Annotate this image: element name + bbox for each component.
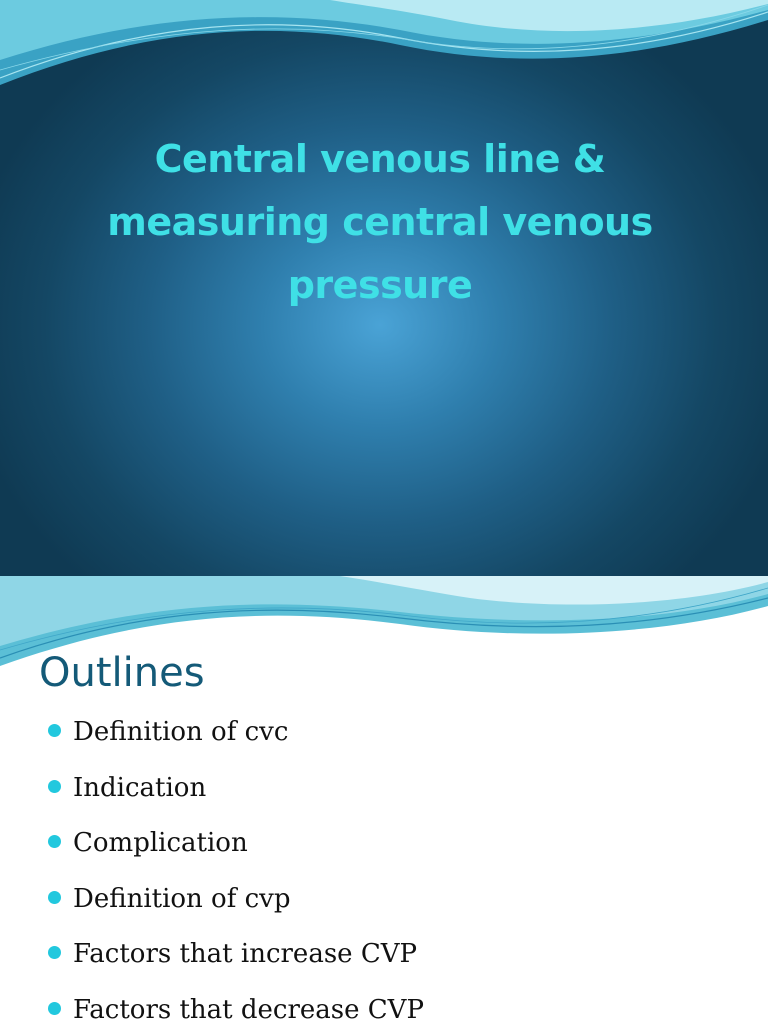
bullet-icon [48,835,61,848]
list-item [0,936,768,992]
bullet-icon [48,1002,61,1015]
list-item [0,770,768,826]
list-item-text: Factors that decrease CVP [73,994,424,1024]
slide-title: Central venous line & measuring central venous pressure [107,137,653,307]
list-item-text: Indication [73,772,207,803]
list-item-text: Definition of cvp [73,883,291,914]
list-item-text: Definition of cvc [73,717,289,747]
list-item [0,881,768,937]
list-item-text: Factors that increase CVP [73,939,417,969]
outline-list [0,714,768,1024]
slide-heading: Outlines [39,650,205,696]
bullet-icon [48,946,61,959]
list-item [0,825,768,881]
list-item [0,714,768,770]
bullet-icon [48,780,61,793]
bullet-icon [48,724,61,737]
list-item-text: Complication [73,828,248,858]
wave-decoration [0,0,768,100]
bullet-icon [48,891,61,904]
list-item [0,992,768,1024]
outline-slide [0,576,768,1024]
